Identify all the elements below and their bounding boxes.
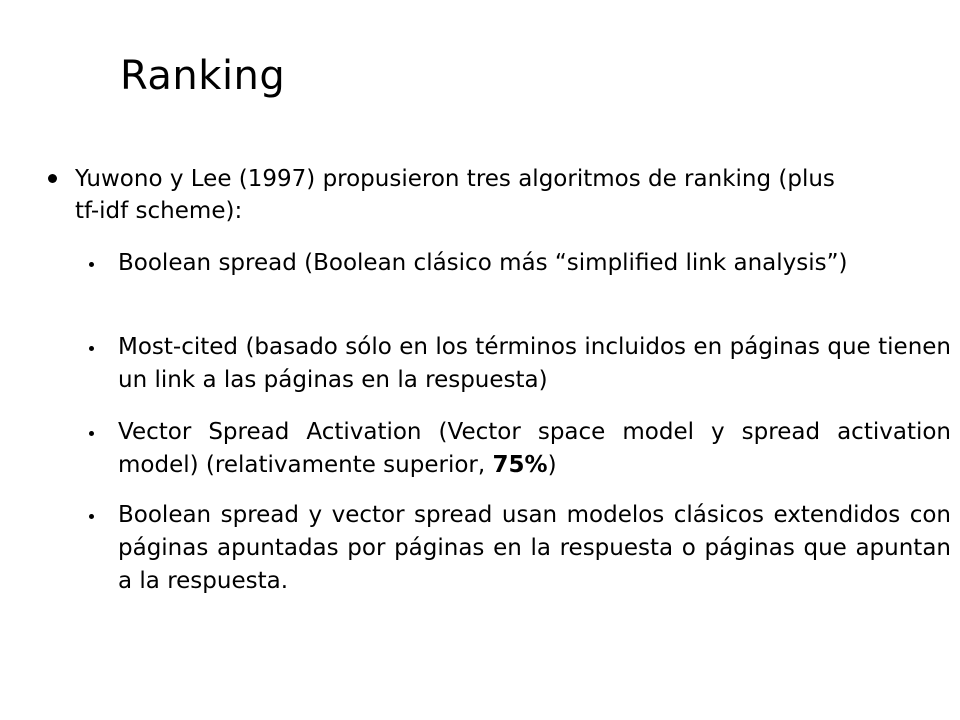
sub-bullet-dot-icon	[89, 514, 94, 519]
bullet-dot-icon	[48, 174, 57, 183]
sub-bullet-dot-icon	[89, 262, 94, 267]
main-bullet-text: Yuwono y Lee (1997) propusieron tres algoritmos de ranking (plus tf-idf scheme):	[75, 166, 835, 224]
sub-bullet-text-part: Vector Spread Activation (Vector space model y spread activation model) (relativamente superior,	[118, 419, 951, 478]
slide-title: Ranking	[120, 53, 286, 99]
sub-bullet-dot-icon	[89, 431, 94, 436]
sub-bullet-text: Most-cited (basado sólo en los términos incluidos en páginas que tienen un link a las páginas en la respuesta)	[118, 334, 951, 393]
main-bullet	[75, 163, 835, 227]
sub-bullet-most-cited	[118, 331, 951, 397]
sub-bullet-dot-icon	[89, 346, 94, 351]
sub-bullet-vector-spread	[118, 416, 951, 482]
sub-bullet-text	[118, 416, 951, 482]
sub-bullet-text: Boolean spread y vector spread usan modelos clásicos extendidos con páginas apuntadas por páginas en la respuesta o páginas que apuntan a la respuesta.	[118, 502, 951, 594]
sub-bullet-extended-models	[118, 499, 951, 598]
sub-bullet-text-part: )	[547, 452, 557, 478]
sub-bullet-boolean-spread	[118, 247, 951, 280]
main-bullet-block	[0, 163, 960, 227]
sub-bullet-emphasis: 75%	[492, 452, 548, 478]
sub-bullet-text: Boolean spread (Boolean clásico más “simplified link analysis”)	[118, 250, 848, 276]
